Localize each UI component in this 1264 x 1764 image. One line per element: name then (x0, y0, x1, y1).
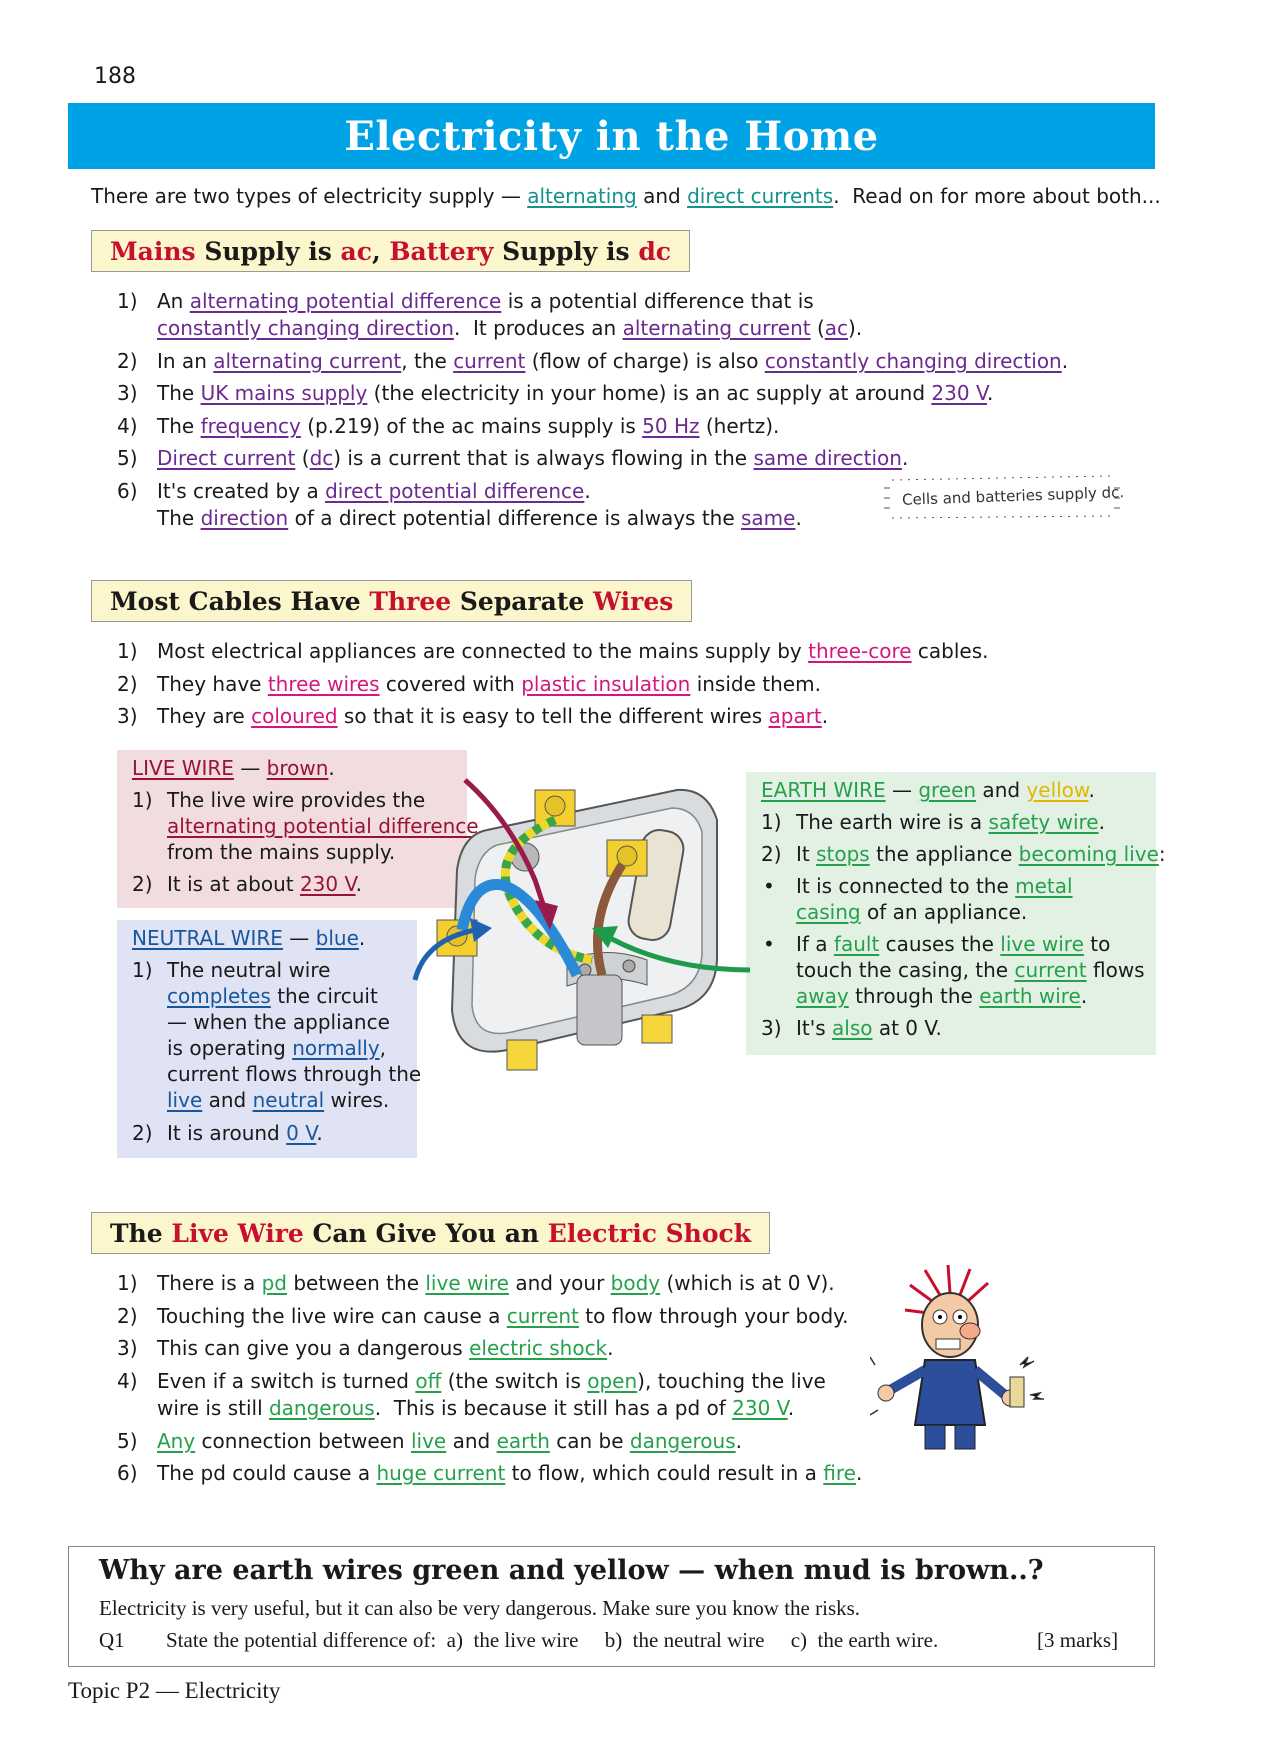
intro-suffix: . Read on for more about both... (833, 184, 1161, 208)
page-title: Electricity in the Home (344, 112, 879, 160)
intro-and: and (636, 184, 688, 208)
live-wire-box: LIVE WIRE — brown. 1) The live wire provides the alternating potential difference from the mains supply. 2) It is at about 230 V. (117, 750, 467, 908)
section3-list: 1) There is a pd between the live wire and your body (which is at 0 V). 2) Touching the live wire can cause a current to flow through your body. 3) This can give you a dangerous electric shock. 4) Even if a switch is turned off (the switch is open), touching the live wire is still dangerous. This is because it still has a pd of 230 V. 5) Any connection between live and earth can be dangerous. 6) The pd could cause a huge current to flow, which could result in a fire. (117, 1271, 863, 1485)
h1-w5: Battery (389, 236, 494, 266)
page-number: 188 (94, 64, 136, 89)
question-label: Q1 (99, 1628, 125, 1652)
neutral-wire-box: NEUTRAL WIRE — blue. 1) The neutral wire completes the circuit — when the appliance is operating normally, current flows through the live and neutral wires. 2) It is around 0 V. (117, 920, 417, 1158)
h1-w4: , (371, 236, 390, 266)
earth-wire-box: EARTH WIRE — green and yellow. 1) The earth wire is a safety wire. 2) It stops the appliance becoming live: • It is connected to the metal casing of an appliance. • If a fault causes the live wire to touch the casing, the current flows away through the earth wire. 3) It's also at 0 V. (746, 772, 1156, 1055)
intro-text (91, 184, 1161, 208)
h1-w2: Supply is (195, 236, 341, 266)
shocked-person-illustration (870, 1265, 1045, 1455)
section-heading-cables: Most Cables Have Three Separate Wires (91, 580, 692, 622)
section-heading-mains (91, 230, 690, 272)
side-note-text: Cells and batteries supply dc. (901, 483, 1125, 509)
arrows-overlay (370, 760, 770, 1020)
section1-list: 1) An alternating potential difference is a potential difference that is constantly changing direction. It produces an alternating current (ac). 2) In an alternating current, the current (flow of charge) is also constantly changing direction. 3) The UK mains supply (the electricity in your home) is an ac supply at around 230 V. 4) The frequency (p.219) of the ac mains supply is 50 Hz (hertz). 5) Direct current (dc) is a current that is always flowing in the same direction. 6) It's created by a direct potential difference. The direction of a direct potential difference is always the same. (117, 289, 1069, 530)
topic-footer: Topic P2 — Electricity (68, 1678, 281, 1703)
summary-line: Electricity is very useful, but it can also be very dangerous. Make sure you know the risks. (99, 1596, 861, 1620)
side-note (880, 470, 1125, 526)
summary-title: Why are earth wires green and yellow — when mud is brown..? (99, 1555, 1044, 1586)
question-text: State the potential difference of: a) the live wire b) the neutral wire c) the earth wire. (166, 1628, 939, 1652)
section-heading-shock: The Live Wire Can Give You an Electric Shock (91, 1212, 770, 1254)
section2-list: 1) Most electrical appliances are connected to the mains supply by three-core cables. 2) They have three wires covered with plastic insulation inside them. 3) They are coloured so that it is easy to tell the different wires apart. (117, 639, 989, 728)
h1-w7: dc (638, 236, 672, 266)
h1-w1: Mains (110, 236, 196, 266)
intro-prefix: There are two types of electricity supply — (91, 184, 528, 208)
h1-w3: ac (340, 236, 372, 266)
neutral-wire-heading: NEUTRAL WIRE — blue. (132, 926, 366, 950)
title-bar (68, 103, 1155, 169)
earth-wire-heading: EARTH WIRE — green and yellow. (761, 778, 1095, 802)
live-wire-heading: LIVE WIRE — brown. (132, 756, 335, 780)
intro-alternating: alternating (527, 184, 637, 208)
question-marks: [3 marks] (1037, 1628, 1119, 1652)
summary-box (68, 1546, 1155, 1667)
h1-w6: Supply is (493, 236, 639, 266)
intro-direct: direct currents (687, 184, 834, 208)
